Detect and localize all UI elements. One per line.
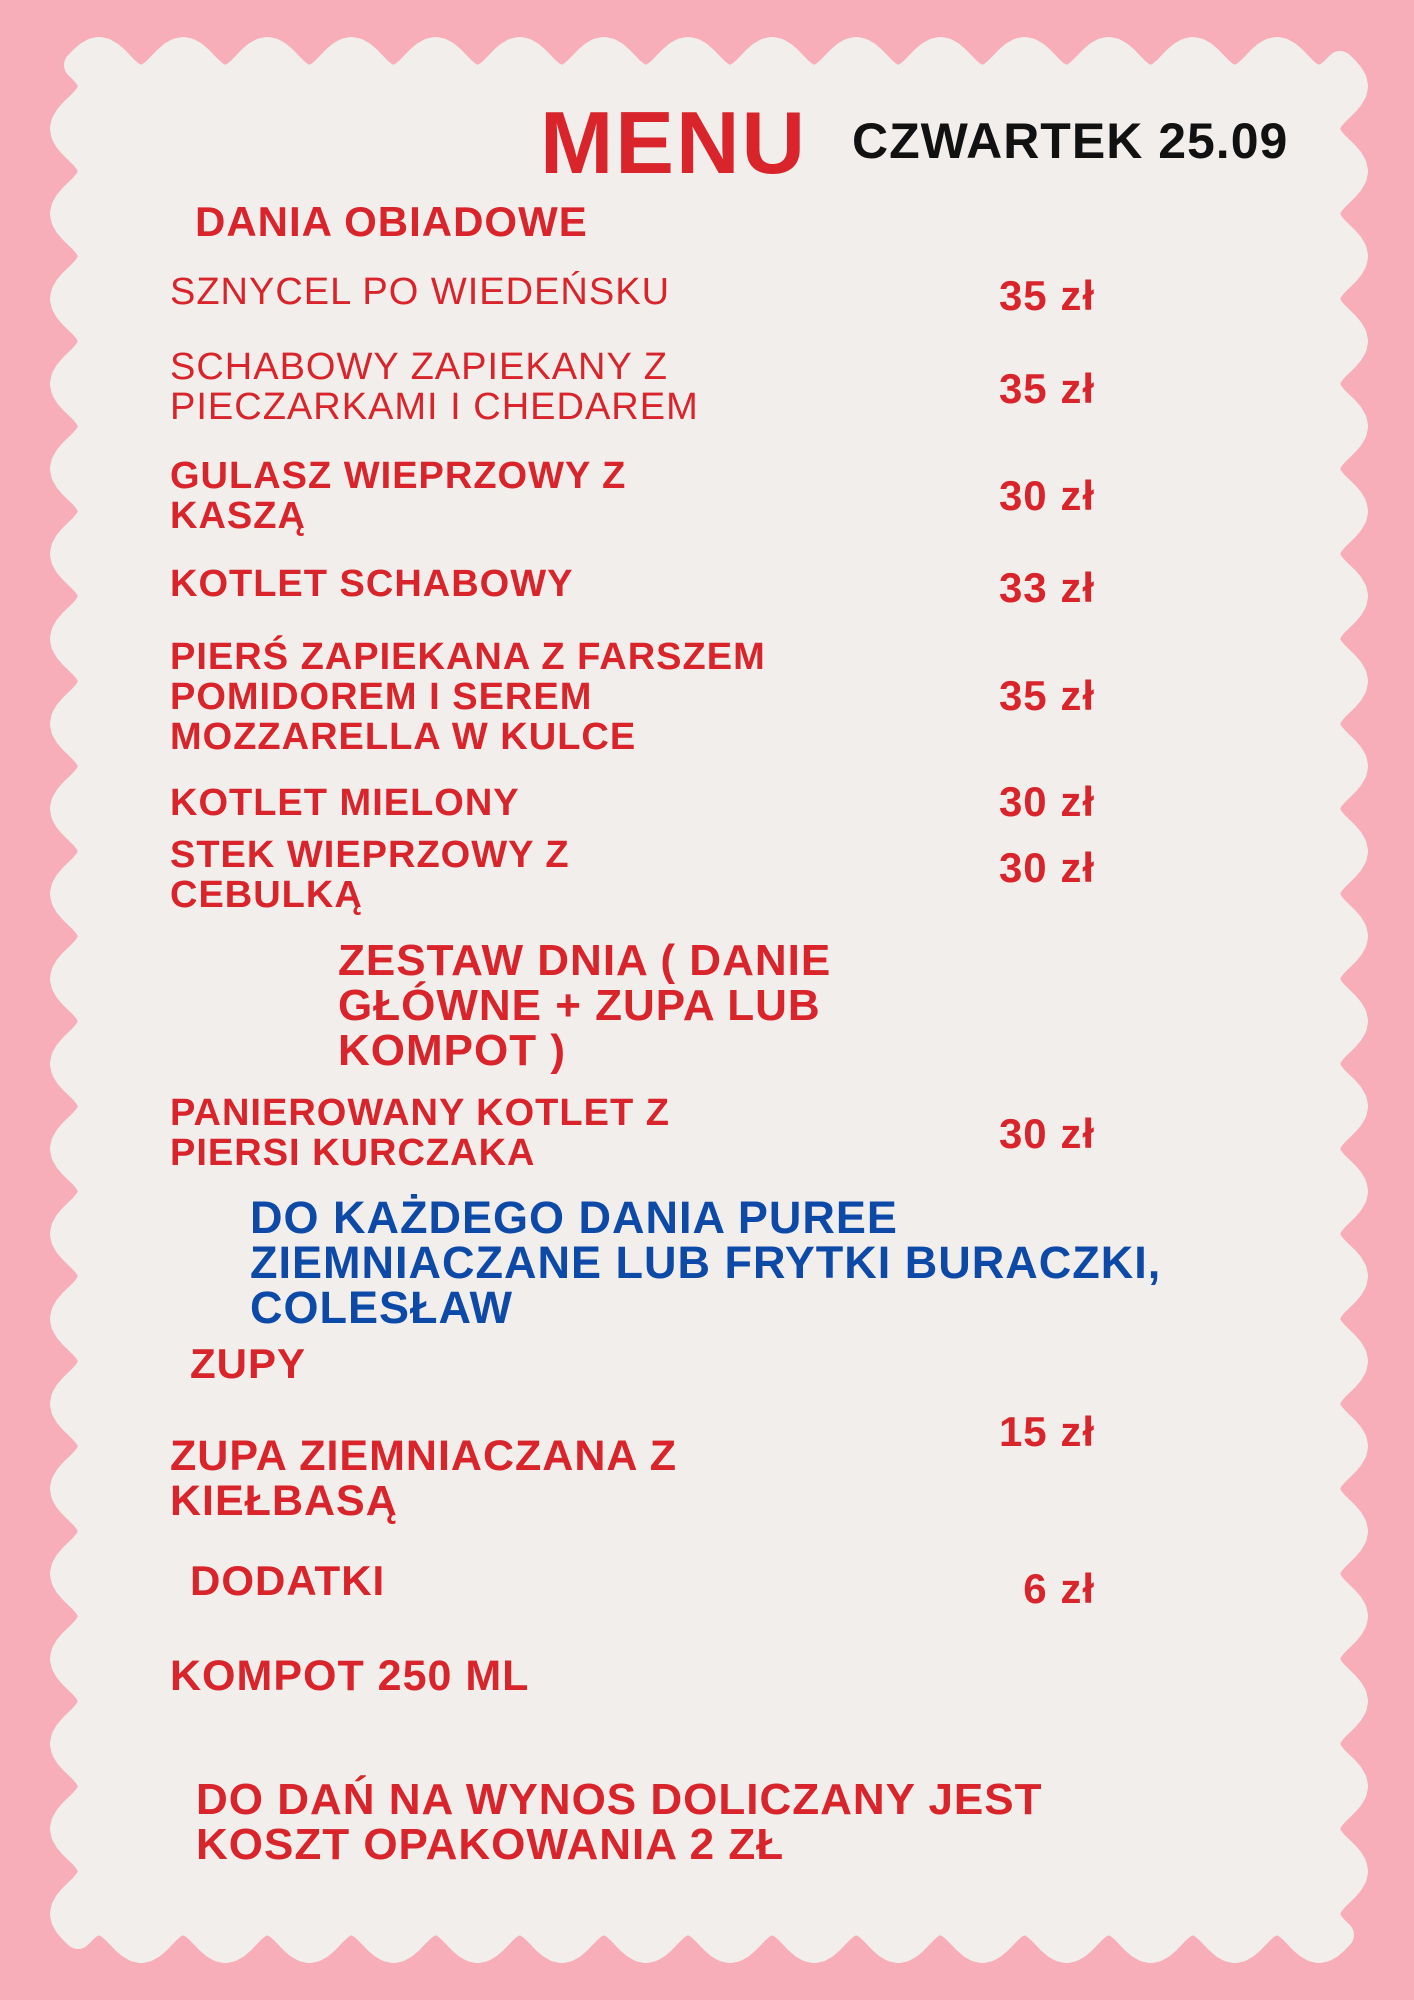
dish-name: PIERŚ ZAPIEKANA Z FARSZEM POMIDOREM I SEREM MOZZARELLA W KULCE [170,636,766,758]
extra-price: 6 zł [1023,1565,1095,1612]
dish-price: 33 zł [998,564,1095,611]
dish-name: KOTLET SCHABOWY [170,563,574,605]
set-of-day-label: ZESTAW DNIA ( DANIE GŁÓWNE + ZUPA LUB KOMPOT ) [338,936,832,1075]
soup-price: 15 zł [998,1408,1095,1455]
dish-name: SZNYCEL PO WIEDEŃSKU [170,271,671,313]
section-heading-soups: ZUPY [190,1340,307,1387]
dish-name: SCHABOWY ZAPIEKANY Z PIECZARKAMI I CHEDAREM [170,346,699,428]
dish-name: KOTLET MIELONY [170,782,520,824]
section-heading-extras: DODATKI [190,1557,386,1604]
dish-name: STEK WIEPRZOWY Z CEBULKĄ [170,834,570,916]
dish-name: GULASZ WIEPRZOWY Z KASZĄ [170,455,627,537]
dish-price: 30 zł [998,472,1095,519]
dish-price: 30 zł [998,778,1095,825]
side-dish-note: DO KAŻDEGO DANIA PUREE ZIEMNIACZANE LUB FRYTKI BURACZKI, COLESŁAW [250,1192,1162,1333]
dish-price: 35 zł [998,272,1095,319]
menu-date: CZWARTEK 25.09 [852,113,1289,169]
soup-name: ZUPA ZIEMNIACZANA Z KIEŁBASĄ [170,1432,678,1525]
dish-price: 35 zł [998,365,1095,412]
extra-name: KOMPOT 250 ML [170,1652,530,1700]
section-heading-main-dishes: DANIA OBIADOWE [195,198,588,245]
menu-title: MENU [540,93,808,192]
takeaway-packaging-note: DO DAŃ NA WYNOS DOLICZANY JEST KOSZT OPAKOWANIA 2 ZŁ [196,1775,1043,1869]
dish-price: 30 zł [998,844,1095,891]
set-of-day-dish-name: PANIEROWANY KOTLET Z PIERSI KURCZAKA [170,1092,670,1174]
set-of-day-price: 30 zł [998,1110,1095,1157]
dish-price: 35 zł [998,672,1095,719]
